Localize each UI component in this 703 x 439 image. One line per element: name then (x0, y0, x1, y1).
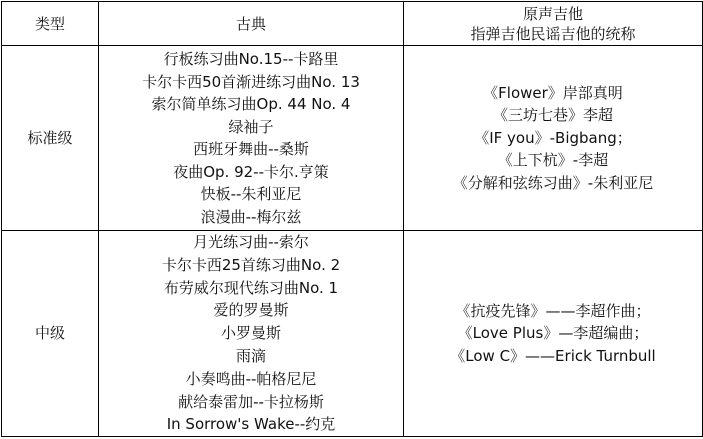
classical-piece: 爱的罗曼斯 (213, 301, 289, 320)
header-acoustic-title: 原声吉他 (522, 4, 583, 23)
music-level-table (1, 1, 703, 437)
acoustic-piece: 《抗疫先锋》——李超作曲； (455, 301, 651, 320)
acoustic-piece: 《三坊七巷》李超 (492, 106, 613, 125)
header-acoustic (404, 2, 703, 46)
acoustic-cell (404, 231, 703, 437)
classical-piece: 小奏鸣曲--帕格尼尼 (185, 369, 317, 388)
table-row-standard (2, 46, 703, 231)
classical-piece: 雨滴 (235, 346, 266, 365)
classical-piece: 献给泰雷加--卡拉杨斯 (178, 392, 324, 411)
acoustic-piece: 《Low C》——Erick Turnbull (450, 346, 656, 365)
acoustic-cell (404, 46, 703, 231)
classical-piece: 西班牙舞曲--桑斯 (193, 140, 309, 158)
acoustic-piece: 《IF you》-Bigbang； (474, 128, 632, 147)
classical-piece: 卡尔卡西25首练习曲No. 2 (161, 255, 341, 274)
classical-piece: 索尔简单练习曲Op. 44 No. 4 (151, 95, 351, 113)
classical-piece: 月光练习曲--索尔 (193, 233, 309, 251)
acoustic-piece: 《Love Plus》—李超编曲； (457, 324, 649, 343)
classical-piece: 小罗曼斯 (220, 324, 281, 343)
classical-cell (99, 231, 404, 437)
classical-piece: 浪漫曲--梅尔兹 (200, 207, 302, 226)
header-classical: 古典 (99, 2, 404, 46)
level-cell: 标准级 (2, 46, 99, 231)
classical-piece: 卡尔卡西50首渐进练习曲No. 13 (142, 72, 360, 91)
table-row-intermediate (2, 231, 703, 437)
table-header-row (2, 2, 703, 46)
level-cell: 中级 (2, 231, 99, 437)
classical-cell (99, 46, 404, 231)
acoustic-piece: 《Flower》岸部真明 (483, 83, 623, 102)
acoustic-piece: 《上下杭》-李超 (497, 151, 609, 170)
classical-piece: 行板练习曲No.15--卡路里 (163, 50, 339, 68)
header-acoustic-subtitle: 指弹吉他民谣吉他的统称 (470, 24, 636, 43)
acoustic-piece: 《分解和弦练习曲》-朱利亚尼 (452, 173, 654, 192)
classical-piece: In Sorrow's Wake--约克 (166, 415, 336, 434)
header-type: 类型 (2, 2, 99, 46)
classical-piece: 快板--朱利亚尼 (200, 185, 302, 203)
classical-piece: 绿袖子 (228, 117, 274, 136)
classical-piece: 夜曲Op. 92--卡尔.亨策 (173, 162, 329, 181)
classical-piece: 布劳威尔现代练习曲No. 1 (163, 278, 339, 297)
